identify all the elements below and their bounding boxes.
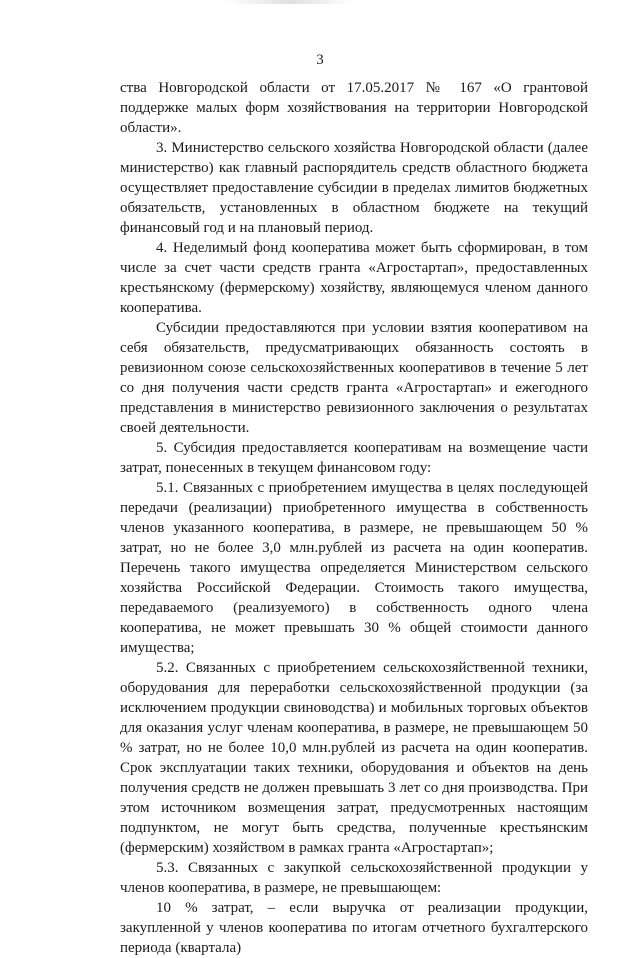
paragraph-ten-percent: 10 % затрат, – если выручка от реализации продукции, закупленной у членов кооператива по итогам отчетного бухгалтерского периода (квартала): [120, 900, 588, 956]
page-number: 3: [316, 52, 324, 68]
paragraph-item-5: 5. Субсидия предоставляется кооперативам на возмещение части затрат, понесенных в текущем финансовом году:: [120, 440, 588, 476]
paragraph-item-5-2: 5.2. Связанных с приобретением сельскохозяйственной техники, оборудования для переработки сельскохозяйственной продукции (за исключением продукции свиноводства) и мобильных торговых объектов для оказания услуг членам кооператива, в размере, не превышающем 50 % затрат, но не более 10,0 млн.рублей из расчета на один кооператив. Срок эксплуатации таких техники, оборудования и объектов на день получения средств не должен превышать 3 лет со дня производства. При этом источником возмещения затрат, предусмотренных настоящим подпунктом, не могут быть средства, полученные крестьянским (фермерским) хозяйством в рамках гранта «Агростартап»;: [120, 660, 588, 856]
paragraph-item-4: 4. Неделимый фонд кооператива может быть сформирован, в том числе за счет части средств гранта «Агростартап», предоставленных крестьянскому (фермерскому) хозяйству, являющемуся членом данного кооператива.: [120, 240, 588, 316]
paragraph-item-3: 3. Министерство сельского хозяйства Новгородской области (далее министерство) как главный распорядитель средств областного бюджета осуществляет предоставление субсидии в пределах лимитов бюджетных обязательств, установленных в областном бюджете на текущий финансовый год и на плановый период.: [120, 140, 588, 236]
scan-artifact: [225, 0, 355, 4]
paragraph-item-5-3: 5.3. Связанных с закупкой сельскохозяйственной продукции у членов кооператива, в размере, не превышающем:: [120, 860, 588, 896]
paragraph-continuation: ства Новгородской области от 17.05.2017 № 167 «О грантовой поддержке малых форм хозяйствования на территории Новгородской области».: [120, 80, 588, 136]
paragraph-item-5-1: 5.1. Связанных с приобретением имущества в целях последующей передачи (реализации) приобретенного имущества в собственность членов указанного кооператива, в размере, не превышающем 50 % затрат, но не более 3,0 млн.рублей из расчета на один кооператив. Перечень такого имущества определяется Министерством сельского хозяйства Российской Федерации. Стоимость такого имущества, передаваемого (реализуемого) в собственность одного члена кооператива, не может превышать 30 % общей стоимости данного имущества;: [120, 480, 588, 656]
paragraph-subsidy-conditions: Субсидии предоставляются при условии взятия кооперативом на себя обязательств, предусматривающих обязанность состоять в ревизионном союзе сельскохозяйственных кооперативов в течение 5 лет со дня получения части средств гранта «Агростартап» и ежегодного представления в министерство ревизионного заключения о результатах своей деятельности.: [120, 320, 588, 436]
document-body: [120, 78, 588, 958]
